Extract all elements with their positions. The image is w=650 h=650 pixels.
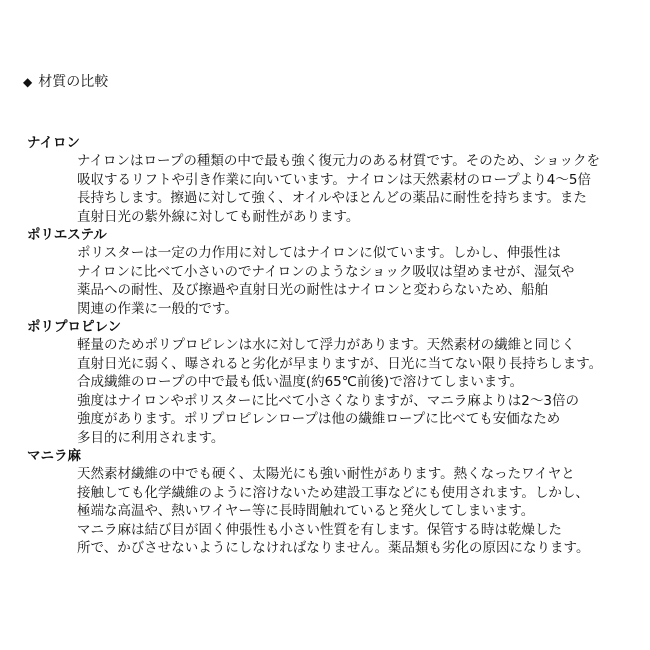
description-line: 極端な高温や、熱いワイヤー等に長時間触れていると発火してしまいます。 (77, 503, 535, 519)
material-section-nylon (27, 134, 627, 226)
description-line: 合成繊維のロープの中で最も低い温度(約65℃前後)で溶けてしまいます。 (77, 374, 524, 390)
description-line: 長持ちします。擦過に対して強く、オイルやほとんどの薬品に耐性を持ちます。また (77, 190, 587, 206)
section-header (23, 72, 108, 92)
description-line: 関連の作業に一般的です。 (77, 300, 238, 317)
material-comparison (27, 134, 627, 558)
material-title-nylon: ナイロン (27, 135, 81, 151)
description-line: マニラ麻は結び目が固く伸張性も小さい性質を有します。保管する時は乾燥した (77, 521, 562, 538)
description-line: 直射日光に弱く、曝されると劣化が早まりますが、日光に当てない限り長持ちします。 (77, 355, 603, 372)
description-line: 薬品への耐性、及び擦過や直射日光の耐性はナイロンと変わらないため、船舶 (77, 282, 549, 298)
material-description-polyester (77, 244, 627, 318)
material-description-polypropylene (77, 336, 627, 447)
material-section-manila (27, 447, 627, 558)
description-line: 吸収するリフトや引き作業に向いています。ナイロンは天然素材のロープより4～5倍 (77, 171, 591, 188)
material-title-polypropylene: ポリプロピレン (27, 319, 122, 335)
material-description-manila (77, 465, 627, 558)
material-section-polypropylene (27, 318, 627, 447)
material-title-polyester: ポリエステル (27, 227, 107, 243)
description-line: 所で、かびさせないようにしなければなりません。薬品類も劣化の原因になります。 (77, 540, 590, 556)
material-description-nylon (77, 152, 627, 226)
description-line: 接触しても化学繊維のように溶けないため建設工事などにも使用されます。しかし、 (77, 484, 589, 501)
description-line: ナイロンはロープの種類の中で最も強く復元力のある材質です。そのため、ショックを (77, 153, 600, 169)
diamond-bullet-icon: ◆ (23, 75, 33, 89)
description-line: 強度があります。ポリプロピレンロープは他の繊維ロープに比べても安価なため (77, 411, 561, 427)
page-title: 材質の比較 (38, 74, 109, 90)
material-title-manila: マニラ麻 (27, 448, 81, 464)
description-line: 直射日光の紫外線に対しても耐性があります。 (77, 208, 360, 225)
material-section-polyester (27, 226, 627, 318)
description-line: ポリスターは一定の力作用に対してはナイロンに似ています。しかし、伸張性は (77, 245, 561, 261)
description-line: 強度はナイロンやポリスターに比べて小さくなりますが、マニラ麻よりは2～3倍の (77, 392, 579, 409)
description-line: ナイロンに比べて小さいのでナイロンのようなショック吸収は望めませが、湿気や (77, 263, 575, 280)
description-line: 多目的に利用されます。 (77, 429, 225, 446)
description-line: 天然素材繊維の中でも硬く、太陽光にも強い耐性があります。熱くなったワイヤと (77, 466, 575, 482)
description-line: 軽量のためポリプロピレンは水に対して浮力があります。天然素材の繊維と同じく (77, 337, 576, 353)
